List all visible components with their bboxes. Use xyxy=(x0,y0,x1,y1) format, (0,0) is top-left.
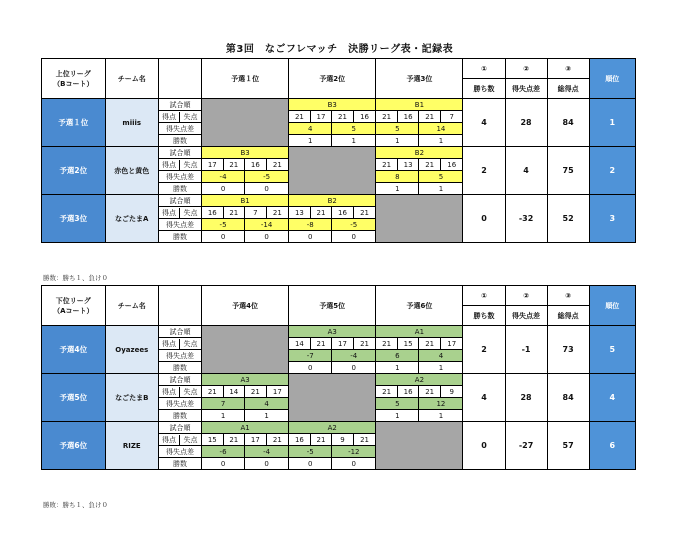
league-label xyxy=(42,286,106,326)
set-score: 17 xyxy=(266,386,289,398)
set-score: 16 xyxy=(332,207,354,219)
team-seed: 予選3位 xyxy=(42,195,106,243)
set-score: 21 xyxy=(223,159,245,171)
set-score: 21 xyxy=(245,386,267,398)
label-diff: 得失点差 xyxy=(158,123,201,135)
self-match-blank xyxy=(376,422,463,470)
label-wins: 勝数 xyxy=(158,410,201,422)
set-diff: -4 xyxy=(245,446,289,458)
stat-diff: -27 xyxy=(505,422,547,470)
set-win: 0 xyxy=(289,231,332,243)
set-diff: -7 xyxy=(289,350,332,362)
team-name: 赤色と黄色 xyxy=(105,147,158,195)
set-win: 1 xyxy=(419,362,463,374)
col-header-1: 予選4位 xyxy=(202,286,289,326)
set-diff: 7 xyxy=(202,398,245,410)
set-score: 21 xyxy=(353,434,376,446)
set-win: 0 xyxy=(332,362,376,374)
set-win: 0 xyxy=(245,231,289,243)
set-win: 0 xyxy=(332,458,376,470)
label-wins: 勝数 xyxy=(158,458,201,470)
set-score: 16 xyxy=(289,434,311,446)
label-diff: 得失点差 xyxy=(158,446,201,458)
stat-diff: -32 xyxy=(505,195,547,243)
col-header-3: 予選3位 xyxy=(376,59,463,99)
stat-header-1: ① xyxy=(463,286,505,306)
set-win: 0 xyxy=(332,231,376,243)
stat-header-3: ③ xyxy=(547,59,589,79)
label-score-against xyxy=(158,434,201,446)
set-diff: 4 xyxy=(245,398,289,410)
stat-header-3: ③ xyxy=(547,286,589,306)
stat-diff: 4 xyxy=(505,147,547,195)
set-diff: -12 xyxy=(332,446,376,458)
set-diff: -4 xyxy=(202,171,245,183)
set-diff: -5 xyxy=(289,446,332,458)
stat-total: 73 xyxy=(547,326,589,374)
set-win: 0 xyxy=(245,458,289,470)
stat-wins: 4 xyxy=(463,99,505,147)
set-score: 17 xyxy=(332,338,354,350)
set-win: 0 xyxy=(289,458,332,470)
team-seed: 予選4位 xyxy=(42,326,106,374)
label-score: 得点 xyxy=(159,208,180,218)
match-order: B2 xyxy=(289,195,376,207)
set-score: 21 xyxy=(310,207,332,219)
stat-rank: 4 xyxy=(589,374,635,422)
label-score-against xyxy=(158,111,201,123)
total-header: 総得点 xyxy=(547,306,589,326)
set-win: 1 xyxy=(419,410,463,422)
stat-wins: 0 xyxy=(463,195,505,243)
match-order: B2 xyxy=(376,147,463,159)
set-score: 15 xyxy=(202,434,224,446)
set-win: 1 xyxy=(202,410,245,422)
label-score-against xyxy=(158,386,201,398)
stat-header-2: ② xyxy=(505,59,547,79)
set-diff: 6 xyxy=(376,350,419,362)
stat-rank: 2 xyxy=(589,147,635,195)
set-score: 21 xyxy=(223,434,245,446)
set-win: 1 xyxy=(289,135,332,147)
label-against: 失点 xyxy=(183,112,198,121)
set-score: 15 xyxy=(397,338,419,350)
self-match-blank xyxy=(202,326,289,374)
set-score: 21 xyxy=(266,159,289,171)
stat-rank: 1 xyxy=(589,99,635,147)
set-win: 0 xyxy=(289,362,332,374)
set-win: 1 xyxy=(419,183,463,195)
team-name-header: チーム名 xyxy=(105,59,158,99)
match-order: A1 xyxy=(202,422,289,434)
col-header-1: 予選１位 xyxy=(202,59,289,99)
label-against: 失点 xyxy=(183,387,198,396)
set-score: 21 xyxy=(223,207,245,219)
lower-league-table xyxy=(41,285,636,470)
label-match-order: 試合順 xyxy=(158,195,201,207)
set-score: 21 xyxy=(376,338,398,350)
set-win: 1 xyxy=(376,410,419,422)
set-score: 21 xyxy=(419,386,441,398)
label-match-order: 試合順 xyxy=(158,374,201,386)
set-score: 16 xyxy=(202,207,224,219)
set-score: 7 xyxy=(245,207,267,219)
league-label xyxy=(42,59,106,99)
label-wins: 勝数 xyxy=(158,183,201,195)
wins-header: 勝ち数 xyxy=(463,79,505,99)
set-score: 21 xyxy=(266,207,289,219)
team-name: RIZE xyxy=(105,422,158,470)
set-score: 17 xyxy=(202,159,224,171)
set-win: 1 xyxy=(245,410,289,422)
match-order: A3 xyxy=(202,374,289,386)
set-diff: 12 xyxy=(419,398,463,410)
label-score: 得点 xyxy=(159,112,180,122)
match-order: A2 xyxy=(289,422,376,434)
label-against: 失点 xyxy=(183,160,198,169)
diff-header: 得失点差 xyxy=(505,79,547,99)
set-score: 21 xyxy=(376,159,398,171)
lower-league-note: 勝敗：勝ち１、負け０ xyxy=(43,501,108,509)
set-diff: 5 xyxy=(419,171,463,183)
stat-diff: 28 xyxy=(505,374,547,422)
label-against: 失点 xyxy=(183,435,198,444)
upper-league-table xyxy=(41,58,636,243)
total-header: 総得点 xyxy=(547,79,589,99)
set-diff: 4 xyxy=(289,123,332,135)
set-score: 21 xyxy=(419,159,441,171)
wins-header: 勝ち数 xyxy=(463,306,505,326)
set-score: 21 xyxy=(266,434,289,446)
team-seed: 予選5位 xyxy=(42,374,106,422)
set-score: 16 xyxy=(353,111,376,123)
stat-total: 84 xyxy=(547,374,589,422)
match-order: A2 xyxy=(376,374,463,386)
set-score: 16 xyxy=(397,386,419,398)
match-order: B1 xyxy=(202,195,289,207)
stat-diff: 28 xyxy=(505,99,547,147)
stat-total: 57 xyxy=(547,422,589,470)
stat-diff: -1 xyxy=(505,326,547,374)
team-name: Oyazees xyxy=(105,326,158,374)
set-score: 9 xyxy=(332,434,354,446)
set-score: 14 xyxy=(223,386,245,398)
col-header-2: 予選2位 xyxy=(289,59,376,99)
team-name: miiis xyxy=(105,99,158,147)
stat-wins: 0 xyxy=(463,422,505,470)
rank-header: 順位 xyxy=(589,286,635,326)
set-diff: -14 xyxy=(245,219,289,231)
stat-header-2: ② xyxy=(505,286,547,306)
label-match-order: 試合順 xyxy=(158,147,201,159)
label-score: 得点 xyxy=(159,160,180,170)
set-win: 1 xyxy=(376,362,419,374)
set-score: 17 xyxy=(245,434,267,446)
label-score-against xyxy=(158,338,201,350)
upper-league-note: 勝数：勝ち１、負け０ xyxy=(43,274,108,282)
label-score: 得点 xyxy=(159,387,180,397)
set-score: 16 xyxy=(245,159,267,171)
col-header-2: 予選5位 xyxy=(289,286,376,326)
set-score: 21 xyxy=(310,434,332,446)
set-diff: 5 xyxy=(332,123,376,135)
label-wins: 勝数 xyxy=(158,362,201,374)
stat-rank: 6 xyxy=(589,422,635,470)
set-score: 13 xyxy=(397,159,419,171)
blank-header xyxy=(158,286,201,326)
match-order: B1 xyxy=(376,99,463,111)
set-score: 21 xyxy=(376,111,398,123)
label-against: 失点 xyxy=(183,208,198,217)
set-score: 7 xyxy=(440,111,463,123)
set-diff: 14 xyxy=(419,123,463,135)
stat-total: 84 xyxy=(547,99,589,147)
self-match-blank xyxy=(289,147,376,195)
label-diff: 得失点差 xyxy=(158,398,201,410)
set-win: 0 xyxy=(245,183,289,195)
self-match-blank xyxy=(202,99,289,147)
set-win: 1 xyxy=(419,135,463,147)
set-diff: -6 xyxy=(202,446,245,458)
label-diff: 得失点差 xyxy=(158,350,201,362)
label-wins: 勝数 xyxy=(158,231,201,243)
label-score-against xyxy=(158,159,201,171)
league-name: 上位リーグ xyxy=(55,69,91,78)
match-order: A3 xyxy=(289,326,376,338)
stat-rank: 5 xyxy=(589,326,635,374)
team-name: なごたまA xyxy=(105,195,158,243)
label-match-order: 試合順 xyxy=(158,99,201,111)
stat-total: 52 xyxy=(547,195,589,243)
league-name: 下位リーグ xyxy=(55,296,91,305)
set-score: 21 xyxy=(289,111,311,123)
team-seed: 予選6位 xyxy=(42,422,106,470)
rank-header: 順位 xyxy=(589,59,635,99)
label-score: 得点 xyxy=(159,339,180,349)
label-match-order: 試合順 xyxy=(158,326,201,338)
set-score: 13 xyxy=(289,207,311,219)
team-name-header: チーム名 xyxy=(105,286,158,326)
stat-wins: 2 xyxy=(463,147,505,195)
set-diff: 4 xyxy=(419,350,463,362)
set-score: 17 xyxy=(440,338,463,350)
set-score: 14 xyxy=(289,338,311,350)
stat-header-1: ① xyxy=(463,59,505,79)
match-order: B3 xyxy=(289,99,376,111)
label-score-against xyxy=(158,207,201,219)
team-name: なごたまB xyxy=(105,374,158,422)
set-diff: -5 xyxy=(332,219,376,231)
set-score: 9 xyxy=(440,386,463,398)
set-diff: 8 xyxy=(376,171,419,183)
set-score: 21 xyxy=(310,338,332,350)
court-name: （Bコート） xyxy=(53,79,94,88)
set-win: 1 xyxy=(332,135,376,147)
set-score: 16 xyxy=(397,111,419,123)
col-header-3: 予選6位 xyxy=(376,286,463,326)
set-diff: 5 xyxy=(376,398,419,410)
match-order: A1 xyxy=(376,326,463,338)
set-diff: -8 xyxy=(289,219,332,231)
label-diff: 得失点差 xyxy=(158,171,201,183)
set-win: 0 xyxy=(202,183,245,195)
page-title: 第3回 なごフレマッチ 決勝リーグ表・記録表 xyxy=(225,44,454,55)
stat-wins: 2 xyxy=(463,326,505,374)
set-score: 21 xyxy=(332,111,354,123)
set-score: 21 xyxy=(353,207,376,219)
set-score: 21 xyxy=(419,111,441,123)
set-score: 21 xyxy=(376,386,398,398)
team-seed: 予選１位 xyxy=(42,99,106,147)
label-diff: 得失点差 xyxy=(158,219,201,231)
set-win: 1 xyxy=(376,183,419,195)
label-against: 失点 xyxy=(183,339,198,348)
set-score: 17 xyxy=(310,111,332,123)
stat-total: 75 xyxy=(547,147,589,195)
set-diff: -5 xyxy=(202,219,245,231)
blank-header xyxy=(158,59,201,99)
set-score: 16 xyxy=(440,159,463,171)
match-order: B3 xyxy=(202,147,289,159)
set-diff: -5 xyxy=(245,171,289,183)
set-win: 0 xyxy=(202,458,245,470)
set-win: 0 xyxy=(202,231,245,243)
set-diff: 5 xyxy=(376,123,419,135)
court-name: （Aコート） xyxy=(53,306,94,315)
label-match-order: 試合順 xyxy=(158,422,201,434)
label-score: 得点 xyxy=(159,435,180,445)
set-score: 21 xyxy=(419,338,441,350)
set-score: 21 xyxy=(353,338,376,350)
self-match-blank xyxy=(376,195,463,243)
team-seed: 予選2位 xyxy=(42,147,106,195)
set-score: 21 xyxy=(202,386,224,398)
set-diff: -4 xyxy=(332,350,376,362)
set-win: 1 xyxy=(376,135,419,147)
stat-wins: 4 xyxy=(463,374,505,422)
stat-rank: 3 xyxy=(589,195,635,243)
diff-header: 得失点差 xyxy=(505,306,547,326)
label-wins: 勝数 xyxy=(158,135,201,147)
self-match-blank xyxy=(289,374,376,422)
